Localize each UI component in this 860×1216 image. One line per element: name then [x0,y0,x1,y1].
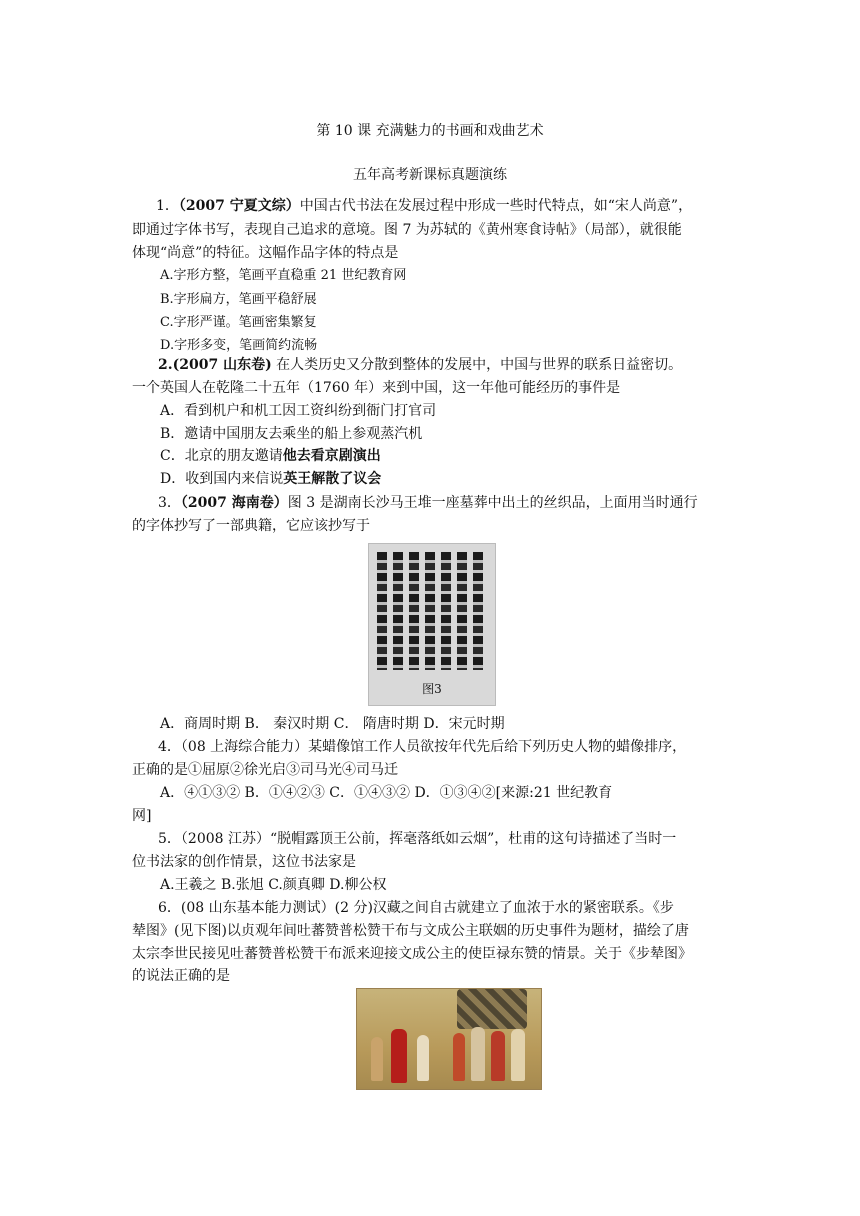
q1-option-d: D.字形多变，笔画简约流畅 [160,338,318,353]
q2-option-a: A．看到机户和机工因工资纠纷到衙门打官司 [160,403,437,419]
q4-line1: 4．（08 上海综合能力）某蜡像馆工作人员欲按年代先后给下列历史人物的蜡像排序， [158,739,687,755]
q2-option-d: D．收到国内来信说英王解散了议会 [160,471,382,487]
q6-line3: 太宗李世民接见吐蕃赞普松赞干布派来迎接文成公主的使臣禄东赞的情景。关于《步辇图》 [132,946,692,962]
q6-line1: 6．(08 山东基本能力测试）(2 分)汉藏之间自古就建立了血浓于水的紧密联系。《步 [158,900,674,916]
q1-line1: 1．（2007 宁夏文综）中国古代书法在发展过程中形成一些时代特点，如“宋人尚意”， [156,198,693,214]
lesson-title: 第 10 课 充满魅力的书画和戏曲艺术 [316,123,544,139]
q5-line2: 位书法家的创作情景，这位书法家是 [132,854,356,870]
q5-options: A.王羲之 B.张旭 C.颜真卿 D.柳公权 [160,877,387,893]
q2-source: (2007 山东卷) [172,357,272,373]
q6-line4: 的说法正确的是 [132,968,230,984]
q4-line2: 正确的是①屈原②徐光启③司马光④司马迁 [132,762,398,778]
q2-line2: 一个英国人在乾隆二十五年（1760 年）来到中国，这一年他可能经历的事件是 [132,380,621,396]
q4-options-cont: 网] [132,808,152,824]
q3-options: A．商周时期 B． 秦汉时期 C． 隋唐时期 D．宋元时期 [160,716,505,732]
q3-source: （2007 海南卷） [180,495,288,511]
q3-line1: 3．（2007 海南卷）图 3 是湖南长沙马王堆一座墓葬中出土的丝织品，上面用当时通行 [158,495,698,511]
q1-option-c: C.字形严谨。笔画密集繁复 [160,315,317,330]
q1-option-a: A.字形方整，笔画平直稳重 21 世纪教育网 [160,268,407,283]
section-subtitle: 五年高考新课标真题演练 [353,167,507,183]
bunian-painting-image [356,988,542,1090]
q6-line2: 辇图》(见下图)以贞观年间吐蕃赞普松赞干布与文成公主联姻的历史事件为题材，描绘了唐 [132,923,689,939]
q1-line2: 即通过字体书写，表现自己追求的意境。图 7 为苏轼的《黄州寒食诗帖》（局部），就很能 [132,222,682,238]
q2-line1: 2.(2007 山东卷) 在人类历史又分散到整体的发展中，中国与世界的联系日益密切。 [158,357,683,373]
q1-option-b: B.字形扁方，笔画平稳舒展 [160,292,317,307]
figure-caption: 图3 [422,682,442,696]
q2-option-b: B．邀请中国朋友去乘坐的船上参观蒸汽机 [160,426,423,442]
q4-options: A．④①③② B．①④②③ C．①④③② D．①③④②[来源:21 世纪教育 [160,785,613,801]
q2-option-c: C．北京的朋友邀请他去看京剧演出 [160,448,381,464]
q5-line1: 5．（2008 江苏）“脱帽露顶王公前，挥毫落纸如云烟”，杜甫的这句诗描述了当时一 [158,831,677,847]
q1-line3: 体现“尚意”的特征。这幅作品字体的特点是 [132,245,399,261]
q3-line2: 的字体抄写了一部典籍，它应该抄写于 [132,518,370,534]
q1-source: （2007 宁夏文综） [178,198,300,214]
silk-manuscript-image [368,543,496,706]
